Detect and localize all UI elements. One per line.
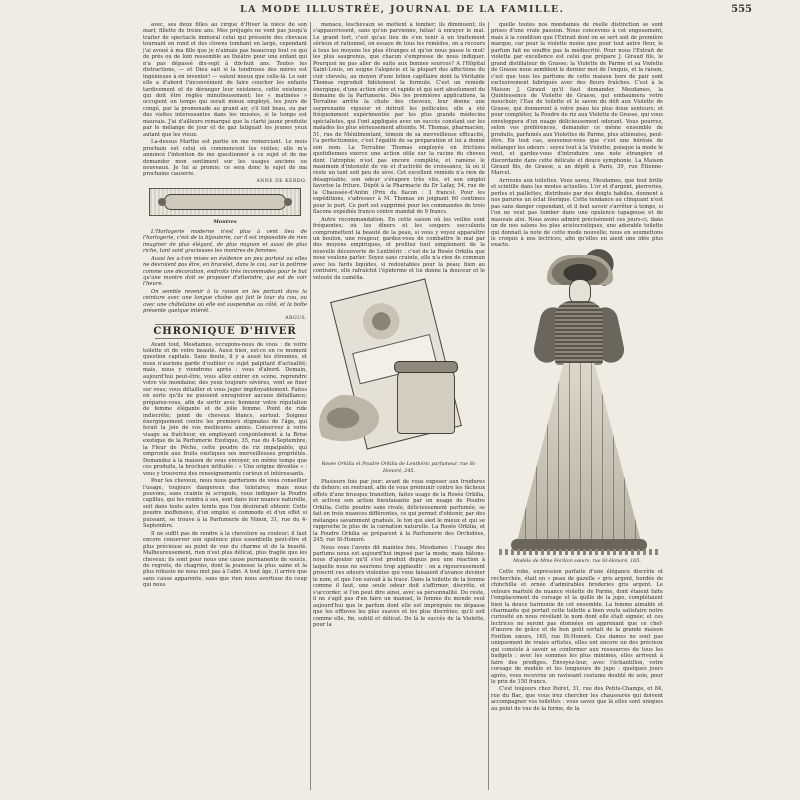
paragraph: quelle toutes nos mondaines de réelle distinction se sont prises d'une vraie passion. Nous concevons à cet engouement, mais à la condition que l'Extrait dont on se sert soit de première marque, car pour la violette moins que pour tout autre fleur, le parfum fait ne souffre pas la médiocrité. Pour nous l'Extrait de violette par excellence est celui que prépare J. Giraud fils, le grand distillateur de Grasse; la Violette de Parme et sa Violette de Grasse nous semblent le dernier mot de l'exquis, et la raison, c'est que tous les parfums de cette maison hors de pair sont exclusivement fabriqués avec des fleurs fraîches. C'est à la Maison J. Giraud qu'il faut demander, Mesdames, la Quintessence de Violette de Grasse, qui embaumera votre mouchoir; l'Eau de toilette et le savon du défi aux Violette de Grasse, qui donneront à votre peau les plus doux senteurs; et pour compléter, la Poudre de riz aux Violette de Grasse, qui vous enveloppera d'un nuage délicieusement odorant. Vous pourrez, selon vos préférences, demander ce même ensemble de produits, parfumés aux Violettes de Parme, plus atténuées, peut-être. En tout cas, souvenez-vous que c'est une hérésie de mélanger les odeurs : soyez tout à la Violette, puisque la mode le veut, et gardez-vous d'introduire une note étrangère et discordante dans cette délicate et douce symphonie. La Maison Giraud fils, de Grasse, a un dépôt à Paris, 39, rue Étienne-Marcel.	[491, 22, 663, 177]
figure-caption: Modèle de Mme Forillon sœurs, rue St-Honoré, 165.	[513, 558, 641, 564]
fashion-model-illustration	[491, 251, 663, 557]
jar-icon	[397, 368, 455, 434]
journal-title: LA MODE ILLUSTRÉE, JOURNAL DE LA FAMILLE.	[240, 4, 565, 15]
figure-label: Montres	[213, 219, 237, 226]
section-title: CHRONIQUE D'HIVER	[153, 326, 297, 338]
paragraph: Avant tout, Mesdames, occupons-nous de vous : de votre toilette et de votre beauté. Aussi bien, est-ce en ce moment question capitale. Sans doute, il y a aussi les étrennes, et nous n'aurions garde d'oublier ce sujet palpitant d'actualité; mais, nous y viendrons après : vous d'abord. Demain, aujourd'hui peut-être, vous allez entrer en scène, reprendre votre vie mondaine; des yeux toujours sévères, vont se fixer sur vous; vous détailler et vous juger impitoyablement. Faites en sorte qu'ils ne puissent enregistrer aucune défaillance; préparez-vous, afin de sortir avec honneur votre réputation de femme élégante et de jolie femme. Point de ride indiscrète; point de cheveux blancs, surtout. Soignez énergiquement contre les premiers stigmates de l'âge, qui ferait la joie de vos meilleures amies. Conservez à votre visage sa fraîcheur, en employant conjointement à la Brise exotique de la Parfumerie Exotique, 35, rue du 4-Septembre, la Fleur de Pêche, cette poudre de riz impalpable, qui emprunte aux fruits exotiques ses merveilleuses propriétés. Demandez à la maison de vous envoyer, en même temps que ces produits, la brochure intitulée : « Une origine dévoilée » : vous y trouverez des renseignements curieux et intéressants.	[143, 341, 307, 477]
paragraph: Plusieurs fois par jour; avant de vous exposer aux froidures du dehors; en rentrant, afin de vous prémunir contre les fâcheux effets d'une brusque transition, faites usage de la Rosée Orkilia, et activez son action bienfaisante par un nuage de Poudre Orkilia. Cette poudre sans rivale, délicieusement parfumée, se fait en trois nuances différentes, ce qui permet d'obtenir, par des mélanges savamment gradués, le ton qui sied le mieux et qui se rapproche le plus de la carnation naturelle. La Rosée Orkilia, et la Poudre Orkilia se préparent à la Parfumerie des Orchidées, 245, rue St-Honoré.	[313, 479, 485, 544]
paragraph: Il ne suffit pas de rendre à la chevelure sa couleur; il faut encore conserver son opulence plus essentielle peut-être et plus précieuse au point de vue du charme et de la beauté. Malheureusement, rien n'est plus délicat, plus fragile que les cheveux; ils sont pour nous une cause permanente de soucis, de regrets, de chagrins, dont la jeunesse la plus saine et la plus robuste ne nous met pas à l'abri. A tout âge, il arrive que sans cause apparente, sans que rien nous avertisse du coup qui nous	[143, 530, 307, 589]
section-divider	[155, 324, 295, 325]
page-number: 555	[731, 4, 752, 15]
paragraph: avec, ses deux filles au cirque d'Hiver la nièce de son mari; fillette de treize ans. Mes préjugés ne vont pas jusqu'à traiter de spectacle immoral celui qui présente des chevaux tournant en rond et des clowns tombant en large, cependant j'ai avoué à ma fille que je n'aimais pas beaucoup tout ce qui de près ou de loin ressemble au théâtre pour une enfant qui n'a pas dépassé dix-sept à dix-huit ans. Toutes les distractions, — et Dieu sait si la tendresse des mères est ingénieuse à en inventer! — valent mieux que celle-là. Le soir elle a d'abord l'inconvénient de faire coucher les enfants tardivement et de déranger leur existence, cette existence qui doit être réglée minutieusement; les « matinées » occupent un temps qui serait mieux employé, les jours de congé, par la promenade au grand air, s'il fait beau, ou par des visites intéressantes dans les musées, si le temps est mauvais. J'ai d'ailleurs remarqué que la clarté jaune produite par le mélange de jour et de gaz fatiguait les jeunes yeux autant que les vieux.	[143, 22, 307, 138]
page-header	[120, 4, 760, 18]
paragraph: C'est toujours chez Poiret, 31, rue des Petits-Champs, et 84, rue du Bac, que vous irez chercher les chaussures qui doivent accompagner vos toilettes : vous savez que là elles sont uniques au point de vue de la forme, de la	[491, 686, 663, 712]
column-3	[491, 22, 663, 792]
column-divider	[488, 22, 489, 790]
watch-band-shape	[164, 194, 286, 210]
paragraph: L'Horlogerie moderne n'est plus à cent lieu de l'horlogerie, c'est de la bijouterie, car il est impossible de rien imaginer de plus élégant, de plus mignon et aussi de plus riche, tant sont gracieuses les montres de femmes.	[143, 228, 307, 255]
paragraph: menace, leschevaux se mettent à tomber; ils diminuent; ils s'appauvrissent, sans qu'on parvienne, hélas! à enrayer le mal. Le grand tort, c'est qu'au lieu de s'en tenir à un traitement sérieux et rationnel, on essaye de tous les remèdes, on a recours à tous les moyens les plus étranges et qu'on nous passe le mot! les plus saugrenus, que chacun s'empresse de nous indiquer. Pourquoi ne pas aller de suite aux bonnes sources? A l'Hôpital Saint-Louis, on soigne l'alopécie et la plupart des affections du cuir chevelu, au moyen d'une lotion capillaire dont la Véritable Thomas reproduit fidèlement la formule. C'est un remède énergique, d'une action sûre et rapide et qui sert absolument du domaine de la Parfumerie. Dès les premières applications, la Terraline arrête la chute des cheveux, leur donne une surprenante vigueur et détruit les pellicules; elle a été fréquemment expérimentée par les plus grands médecins spécialistes, qui l'ont appliquée avec un succès constant sur les malades les plus sérieusement atteints. M. Thomas, pharmacien, 51, rue de Ménilmontant, témoin de sa merveilleuse efficacité, l'a perfectionnée, c'est l'égalité de sa préparation et lui a donné son nom. La Terraline Thomas employée en frictions quotidiennes exerce une action utile sur la racine du cheveu dont l'atrophie n'est pas encore complète, et ramène le maximum d'intensité de vie et d'activité de croissance, là où il reste un tant soit peu de sève. Cet excellent remède n'a rien de désagréable; son odeur s'évapore très vite, et son emploi favorise la friture. Dépôt à la Pharmacie du Dr Lafay, 54, rue de la Chaussée-d'Antin (Prix du flacon : 3 francs). Pour les expéditions, s'adresser à M. Thomas en joignant 60 centimes pour le port. Ce port est supprimé pour les commandes de trois flacons expédiés franco contre mandat de 9 francs.	[313, 22, 485, 216]
paragraph: Arrivons aux toilettes. Vous savez, Mesdames, que tout brille et scintille dans les modes actuelles. L'or et d'argent, pierreries, perles et paillettes, distribués par des doigts habiles, donnent à nos parures un éclat féerique. Cette tendance au clinquant n'est pas sans danger cependant, et il faut savoir s'arrêter à temps, si l'on ne veut pas tomber dans une opulence tapageuse et de mauvais aloi. Nous avons admiré précisément ces jours-ci, dans un de nos salons les plus aristocratiques, une adorable toilette qui donnait la note de cette mode nouvelle; nous en soumettons le croquis à nos lectrices, afin qu'elles en aient une idée plus exacte.	[491, 177, 663, 249]
signature: ARGUS.	[285, 315, 307, 321]
paragraph: La-dessus Marthe est partie en me remerciant. Le mois prochain est celui où commencent les visites; elle m'a annoncé l'intention de me questionner à ce sujet et de me demander mon sentiment sur les usages anciens ou nouveaux. Je lui ai promis; ce sera donc le sujet de ma prochaine causerie.	[143, 139, 307, 178]
foliage-shape	[319, 394, 399, 454]
skirt-embroidery	[515, 363, 643, 549]
paragraph: Pour les cheveux, nous nous garderions de vous conseiller l'usage, toujours dangereux des teintures; mais nous pouvons, sans crainte ni scrupule, vous indiquer la Poudre capillus, qui les rendra à ses, sont dans leur nuance naturelle, soit dans toute autre teinte que l'on désirerait obtenir. Cette poudre inoffensive, d'un emploi si commode et d'un effet si puissant, se trouve à la Parfumerie de Ninon, 31, rue du 4-Septembre.	[143, 478, 307, 530]
column-2	[313, 22, 485, 792]
cosmetics-illustration	[319, 284, 479, 460]
paragraph: Autre recommandation. En cette saison où les veilles sont fréquentes; où les dîners et les soupers succulents compromettent la beauté de la peau, si vous y voyez apparaître un bouton, une rougeur, gardez-vous de combattre le mal par des moyens empiriques, et prolitez tout simplement de la nouvelle découverte de Lenthéric : c'est de la Rosée Orkilia que nous voulons parler. Soyez sans crainte, elle n'a rien de commun avec les fards liquides, si redoutables pour la peau; bien au contraire, elle rafraîchit l'épiderme et lui donne la douceur et le velouté du camélia.	[313, 216, 485, 281]
jar-lid	[394, 361, 458, 373]
section-divider	[155, 338, 295, 339]
watch-chain-illustration	[149, 188, 301, 216]
signature: ANNE DE KERDO.	[256, 178, 307, 184]
ground-line	[499, 549, 659, 555]
figure-caption: Rosée Orkilia et Poudre Orkilia de Lenthéric parfumeur, rue St-Honoré, 245.	[321, 462, 477, 474]
paragraph: Nous vous l'avons dit maintes fois, Mesdames : l'usage des parfums nous est aujourd'hui imposé par la mode; mais hâtons-nous d'ajouter qu'il s'est produit depuis peu une réaction à laquelle nous ne saurions trop applaudir : on a rigoureusement proscrit ces odeurs violentes qui vous faisaient d'avance deviner le nom, et que l'on suivait à la trace. Dans la toilette de la femme comme il faut, une seule odeur doit s'affirmer, discrète, et s'accorder, si l'on peut dire ainsi, avec sa personnalité. Du reste, il ne s'agit pas d'en faire un manuel, le femme du monde veut aujourd'hui que le parfum dont elle est imprégnée ne dépasse que les effluves les plus suaves et les plus discrètes; qu'il soit comme elle, fin, subtil et délicat. De là le succès de la Violette, pour la	[313, 544, 485, 628]
bodice-shape	[555, 301, 603, 365]
paragraph: Aussi les a-t-on mises en évidence un peu partout où elles ne devraient pas être, en bracelet, dans le cou, sur la poitrine comme une décoration, endroits très incommodes pour le but qu'une montre doit se proposer d'atteindre, qui est de voir l'heure.	[143, 255, 307, 288]
watch-clasp-icon	[284, 198, 292, 206]
flower-icon	[354, 298, 409, 345]
column-1	[143, 22, 307, 792]
column-divider	[310, 22, 311, 790]
paragraph: On semble revenir à la raison en les portant dans la ceinture avec une longue chaîne qui fait le tour du cou, ou avec une châtelaine où elle est suspendue au côté, et la boîte présente quelque intérêt.	[143, 288, 307, 315]
paragraph: Cette robe, expression parfaite d'une élégance discrète et recherchée, était en « peau de gazelle » gris argent, bordée de chinchilla et ornée d'admirables broderies gris argent. Le velours martelé de nuance violette de Parme, dont étaient faite l'emplacement du corsage et la quille de la jupe, complétaient bien la douce harmonie de cet ensemble. La femme aimable et charmante qui portait cette toilette a bien voulu satisfaire notre curiosité en nous révélant le nom dont elle était signée; et ces lectrices ne seront pas étonnées en apprenant que ce chef-d'œuvre de grâce et de bon goût sortait de la grande maison Forillon sœurs, 165, rue St-Honoré. Ces dames ne sont pas uniquement de vraies artistes, elles ont encore un des précieux qui consiste à savoir se conformer aux ressources de tous les budgets : avec les sommes les plus minimes, elles arrivent à faire des prodiges. Envoyez-leur, avec l'échantillon, votre corsage de modèle et les longueurs de jupe : quelques jours après, vous recevrez un ravissant costume doublé de soie, pour le prix de 150 francs.	[491, 569, 663, 686]
